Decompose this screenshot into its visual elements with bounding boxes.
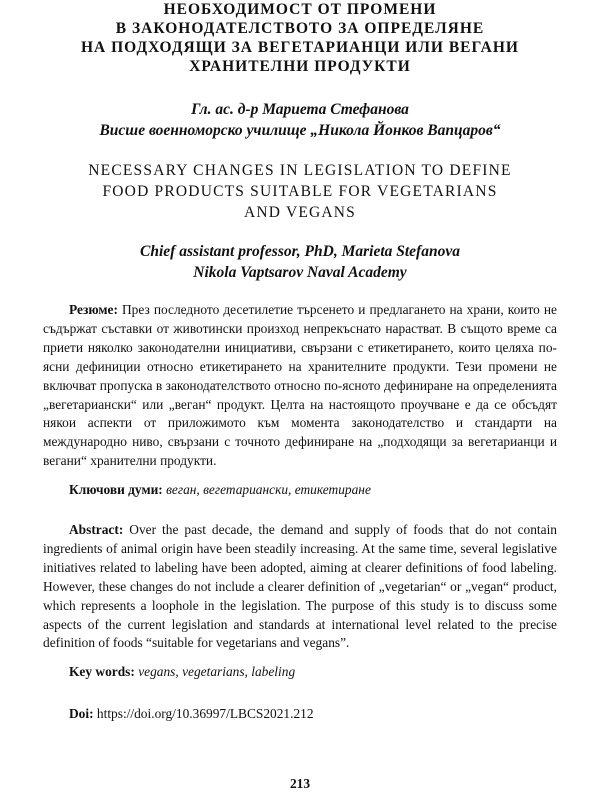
title-bg-line: ХРАНИТЕЛНИ ПРОДУКТИ: [189, 58, 411, 75]
abstract-bg-label: Резюме:: [69, 302, 118, 317]
keywords-bg-label: Ключови думи:: [69, 482, 163, 497]
title-en-line: NECESSARY CHANGES IN LEGISLATION TO DEFINE: [88, 162, 512, 179]
abstract-bg-text: През последното десетилетие търсенето и предлагането на храни, които не съдържат съставки от животински произход непрекъснато нарастват. В същото време са приети няколко законодателни инициативи, свързани с етикетирането, които целяха по-ясни дефиниции относно етикетирането на хранителните продукти. Тези промени не включват пропуска в законодателството относно по-ясното дефиниране на определенията „вегетариански“ или „веган“ продукт. Целта на настоящото проучване е да се обсъдят някои аспекти от приложимото към момента законодателство и стандарти на международно ниво, свързани с точното дефиниране на „подходящи за вегетарианци и вегани“ хранителни продукти.: [43, 302, 557, 469]
abstract-en-text: Over the past decade, the demand and supply of foods that do not contain ingredients of animal origin have been steadily increasing. At the same time, several legislative initiatives related to labeling have been adopted, aiming at clearer definitions of food labeling. However, these changes do not include a clearer definition of „vegetarian“ or „vegan“ product, which represents a loophole in the legislation. The purpose of this study is to discuss some aspects of the current legislation and standards at international level related to the precise definition of foods “suitable for vegetarians and vegans”.: [43, 522, 557, 651]
author-block-english: [40, 241, 560, 283]
author-name-bg: Гл. ас. д-р Мариета Стефанова: [191, 101, 409, 118]
keywords-bulgarian: [69, 481, 557, 499]
abstract-english: [43, 521, 557, 653]
author-block-bulgarian: [40, 99, 560, 141]
affiliation-bg: Висше военноморско училище „Никола Йонков Вапцаров“: [99, 122, 501, 139]
title-en-line: AND VEGANS: [243, 204, 357, 221]
doi-line: [69, 705, 557, 723]
keywords-en-label: Key words:: [69, 664, 135, 679]
title-bg-line: В ЗАКОНОДАТЕЛСТВОТО ЗА ОПРЕДЕЛЯНЕ: [115, 20, 485, 37]
abstract-bulgarian: [43, 301, 557, 471]
title-bg-line: НА ПОДХОДЯЩИ ЗА ВЕГЕТАРИАНЦИ ИЛИ ВЕГАНИ: [81, 39, 519, 56]
title-bg-line: НЕОБХОДИМОСТ ОТ ПРОМЕНИ: [163, 1, 437, 18]
title-en-line: FOOD PRODUCTS SUITABLE FOR VEGETARIANS: [102, 183, 498, 200]
keywords-en-text: vegans, vegetarians, labeling: [138, 664, 296, 679]
keywords-bg-text: веган, вегетариански, етикетиране: [166, 482, 371, 497]
affiliation-en: Nikola Vaptsarov Naval Academy: [193, 264, 407, 281]
doi-label: Doi:: [69, 706, 94, 721]
title-bulgarian: [40, 0, 560, 76]
page-number: 213: [289, 776, 311, 791]
title-english: [30, 160, 570, 223]
doi-link[interactable]: https://doi.org/10.36997/LBCS2021.212: [96, 706, 314, 721]
abstract-en-label: Abstract:: [69, 522, 124, 537]
keywords-english: [69, 663, 557, 681]
author-name-en: Chief assistant professor, PhD, Marieta Stefanova: [140, 243, 460, 260]
